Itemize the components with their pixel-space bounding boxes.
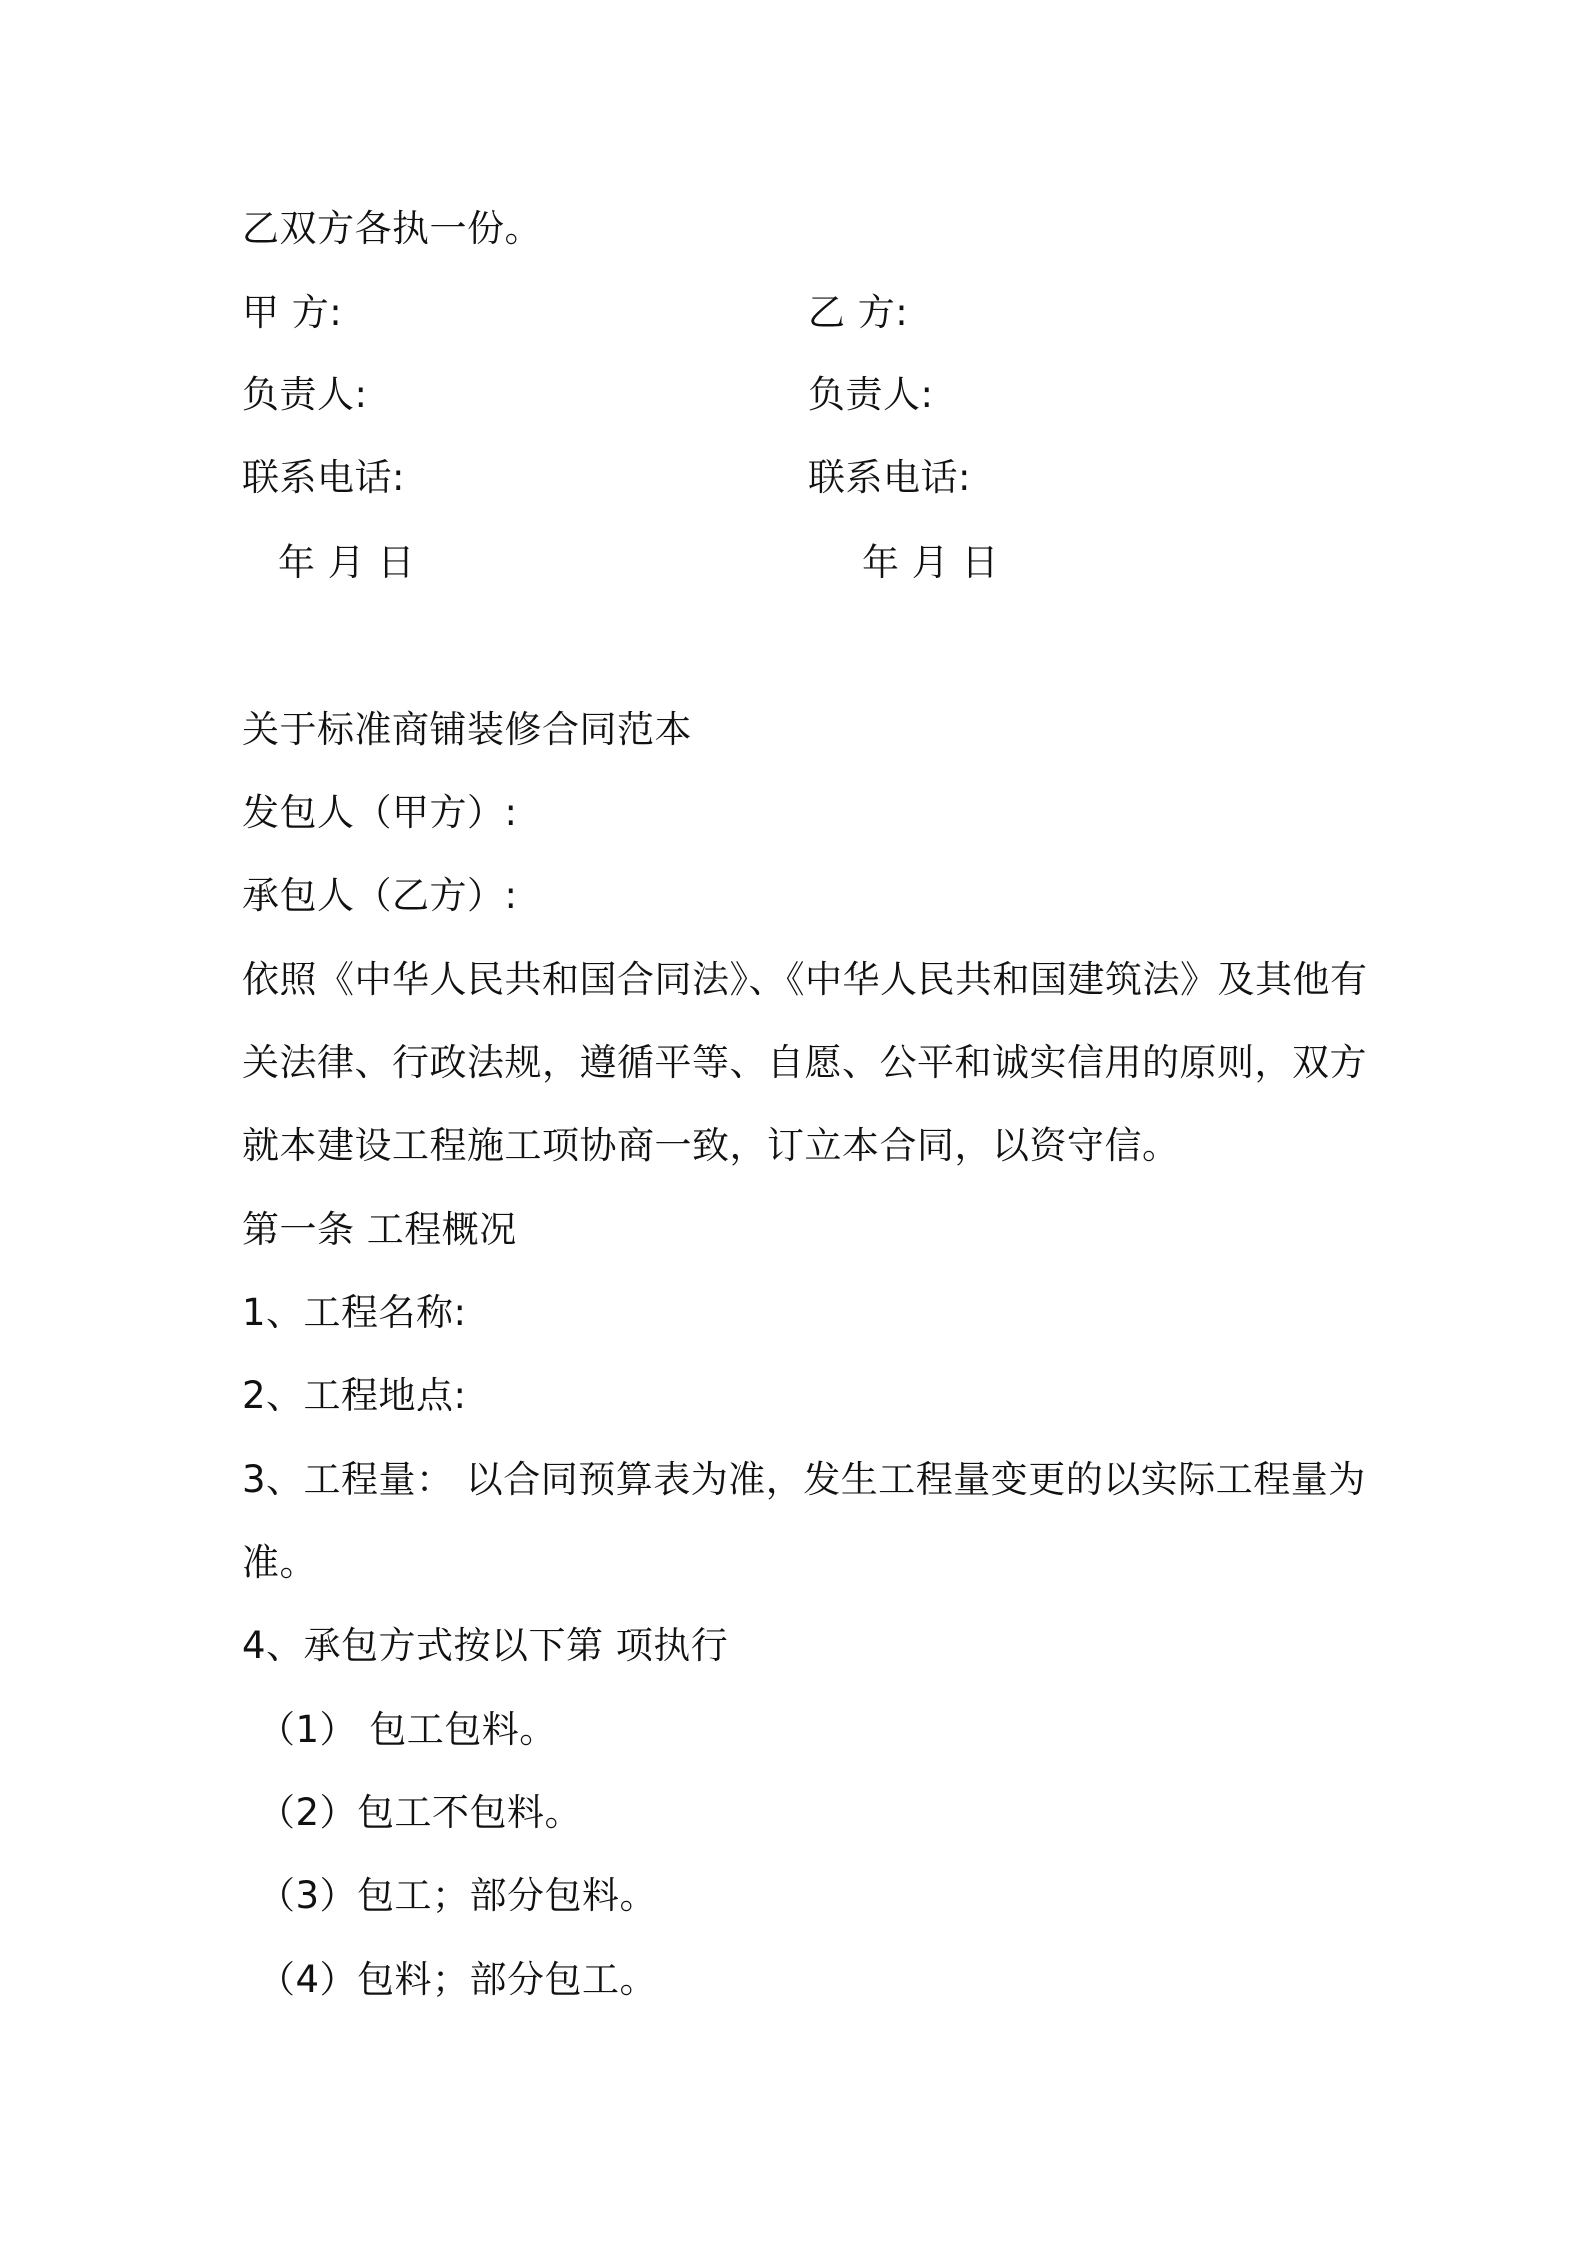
phone-b-label: 联系电话: [808,456,971,499]
date-b-label: 年 月 日 [862,541,1000,584]
item-3-quantity-line-2: 准。 [242,1541,317,1584]
option-4: （4）包料；部分包工。 [258,1958,658,2001]
employer-label: 发包人（甲方）: [242,791,518,834]
intro-paragraph-line-3: 就本建设工程施工项协商一致，订立本合同，以资守信。 [242,1124,1180,1167]
item-1-project-name: 1、工程名称: [242,1291,467,1334]
item-2-project-location: 2、工程地点: [242,1374,467,1417]
contract-title: 关于标准商铺装修合同范本 [242,708,692,751]
responsible-b-label: 负责人: [808,373,934,416]
option-2: （2）包工不包料。 [258,1791,583,1834]
party-b-label: 乙 方: [808,291,909,334]
intro-paragraph-line-2: 关法律、行政法规，遵循平等、自愿、公平和诚实信用的原则，双方 [242,1041,1367,1084]
item-3-quantity-line-1: 3、工程量： 以合同预算表为准，发生工程量变更的以实际工程量为 [242,1458,1366,1501]
date-a-label: 年 月 日 [278,541,416,584]
continuation-text: 乙双方各执一份。 [242,207,542,250]
item-4-contract-method: 4、承包方式按以下第 项执行 [242,1624,729,1667]
phone-a-label: 联系电话: [242,456,405,499]
party-a-label: 甲 方: [242,291,343,334]
article-1-heading: 第一条 工程概况 [242,1208,517,1251]
contractor-label: 承包人（乙方）: [242,874,518,917]
option-1: （1） 包工包料。 [258,1708,557,1751]
responsible-a-label: 负责人: [242,373,368,416]
option-3: （3）包工；部分包料。 [258,1874,658,1917]
intro-paragraph-line-1: 依照《中华人民共和国合同法》、《中华人民共和国建筑法》及其他有 [242,958,1368,1001]
